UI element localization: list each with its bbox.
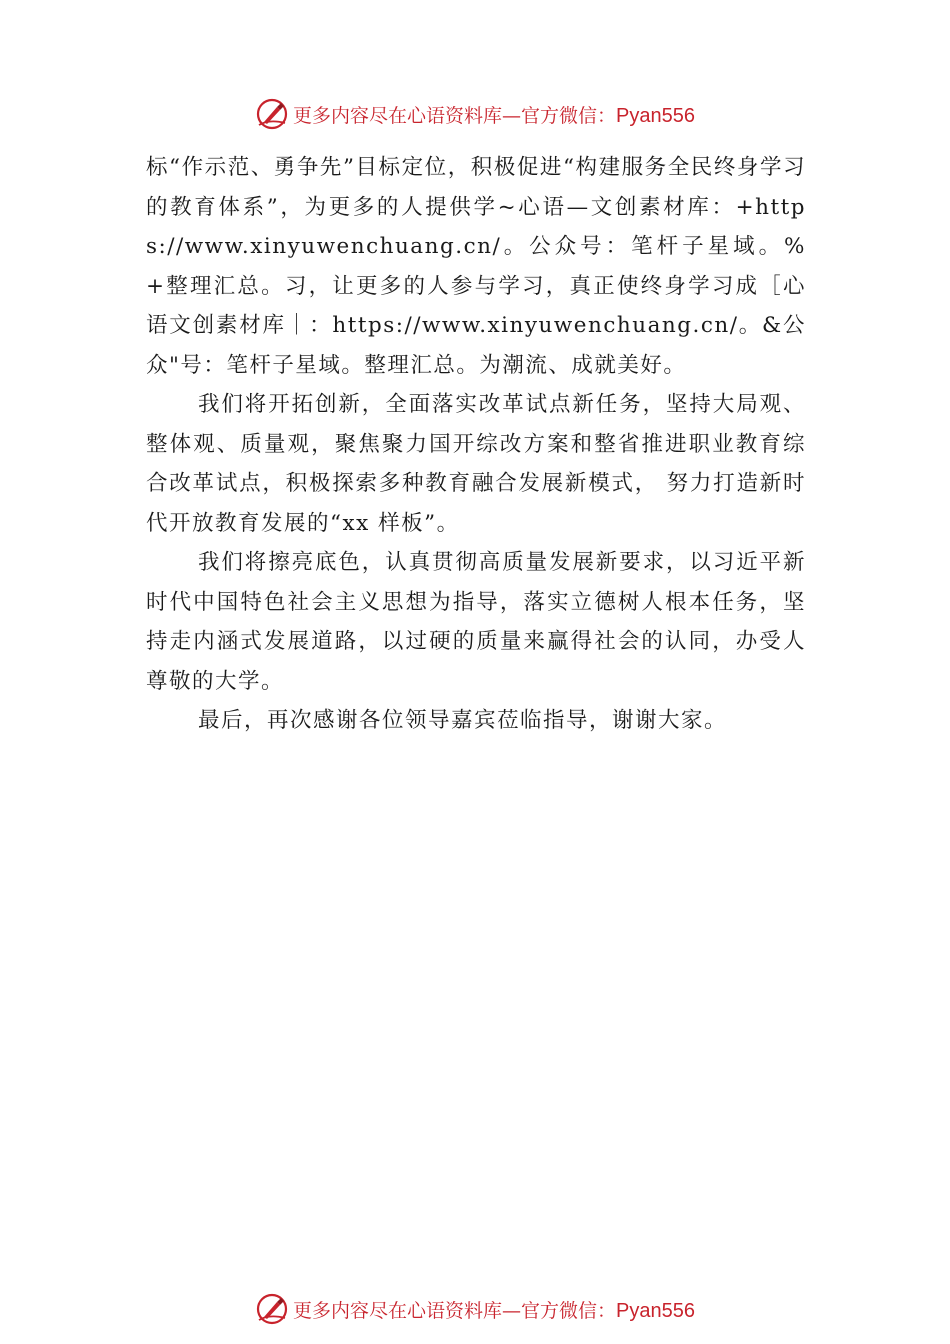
banner-slogan: 更多内容尽在心语资料库—官方微信： <box>293 104 617 127</box>
banner-account: Pyan556 <box>616 1299 695 1322</box>
banner-account: Pyan556 <box>616 104 695 127</box>
banner-text <box>293 1296 695 1323</box>
header-banner <box>0 94 950 134</box>
banner-text <box>293 101 695 128</box>
pen-logo-icon <box>255 97 289 131</box>
document-body <box>146 148 806 741</box>
paragraph-2: 我们将开拓创新，全面落实改革试点新任务，坚持大局观、整体观、质量观，聚焦聚力国开综改方案和整省推进职业教育综合改革试点，积极探索多种教育融合发展新模式， 努力打造新时代开放教育发展的“xx 样板”。 <box>146 392 806 536</box>
paragraph-4: 最后，再次感谢各位领导嘉宾莅临指导，谢谢大家。 <box>198 708 728 733</box>
footer-banner <box>0 1289 950 1329</box>
pen-logo-icon <box>255 1292 289 1326</box>
paragraph-1: 标“作示范、勇争先”目标定位，积极促进“构建服务全民终身学习的教育体系”，为更多的人提供学~心语—文创素材库：+https://www.xinyuwenchuang.cn/。公众号：笔杆子星域。%+整理汇总。习，让更多的人参与学习，真正使终身学习成［心语文创素材库｜：https://www.xinyuwenchuang.cn/。&公众"号：笔杆子星域。整理汇总。为潮流、成就美好。 <box>146 155 806 378</box>
banner-slogan: 更多内容尽在心语资料库—官方微信： <box>293 1299 617 1322</box>
paragraph-3: 我们将擦亮底色，认真贯彻高质量发展新要求，以习近平新时代中国特色社会主义思想为指导，落实立德树人根本任务，坚持走内涵式发展道路，以过硬的质量来赢得社会的认同，办受人尊敬的大学。 <box>146 550 806 694</box>
